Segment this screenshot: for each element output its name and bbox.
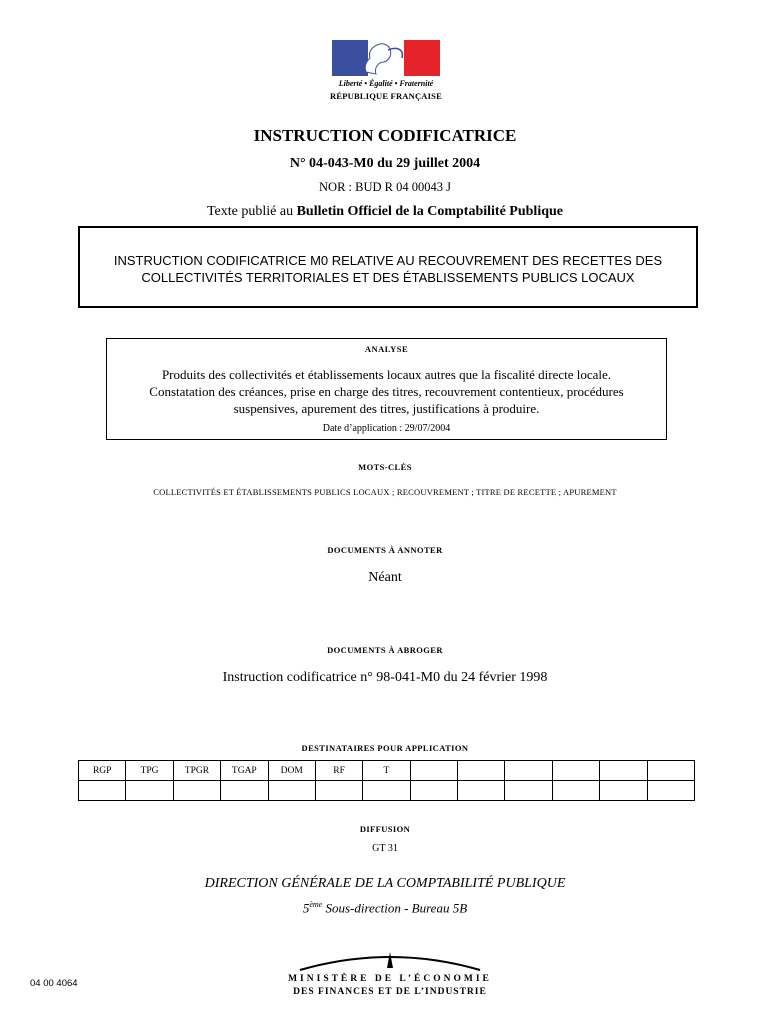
abrogate-heading: DOCUMENTS À ABROGER <box>327 645 443 655</box>
keywords-text: COLLECTIVITÉS ET ÉTABLISSEMENTS PUBLICS LOCAUX ; RECOUVREMENT ; TITRE DE RECETTE ; APUREMENT <box>153 487 617 497</box>
analyse-line-1: Produits des collectivités et établissements locaux autres que la fiscalité directe locale. <box>161 367 612 382</box>
marianne-logo <box>330 40 442 102</box>
recipient-cell: TPG <box>126 761 173 781</box>
diffusion-heading: DIFFUSION <box>359 824 411 834</box>
sub-direction-text: Sous-direction - Bureau 5B <box>322 900 468 916</box>
empty-cell <box>315 781 362 801</box>
empty-cell <box>552 781 599 801</box>
publication-prefix: Texte publié au <box>206 204 297 219</box>
sub-direction-number: 5 <box>302 900 310 916</box>
abrogate-text: Instruction codificatrice n° 98-041-M0 du 24 février 1998 <box>222 670 548 685</box>
empty-cell <box>126 781 173 801</box>
empty-cell <box>363 781 410 801</box>
bulletin-name: Bulletin Officiel de la Comptabilité Publique <box>296 204 563 219</box>
empty-cell <box>221 781 268 801</box>
subject-line-2: COLLECTIVITÉS TERRITORIALES ET DES ÉTABLISSEMENTS PUBLICS LOCAUX <box>141 270 635 285</box>
recipients-empty-row <box>79 781 695 801</box>
recipients-header-row <box>79 761 695 781</box>
empty-cell <box>647 781 695 801</box>
recipient-cell <box>458 761 505 781</box>
recipient-cell: DOM <box>268 761 315 781</box>
recipient-cell <box>552 761 599 781</box>
annotate-heading: DOCUMENTS À ANNOTER <box>327 545 443 555</box>
empty-cell <box>410 781 457 801</box>
analyse-line-3: suspensives, apurement des titres, justifications à produire. <box>233 401 540 416</box>
subject-line-1: INSTRUCTION CODIFICATRICE M0 RELATIVE AU RECOUVREMENT DES RECETTES DES <box>113 253 663 268</box>
empty-cell <box>505 781 552 801</box>
sub-direction-ordinal: ème <box>309 900 323 909</box>
direction-name: DIRECTION GÉNÉRALE DE LA COMPTABILITÉ PUBLIQUE <box>204 876 566 891</box>
recipient-cell: RF <box>315 761 362 781</box>
document-title: INSTRUCTION CODIFICATRICE <box>253 126 517 145</box>
document-code: 04 00 4064 <box>30 978 78 989</box>
ministry-line-2: DES FINANCES ET DE L’INDUSTRIE <box>293 987 487 997</box>
recipient-cell: TPGR <box>173 761 220 781</box>
recipient-cell <box>505 761 552 781</box>
analyse-heading: ANALYSE <box>364 344 409 354</box>
empty-cell <box>458 781 505 801</box>
application-date: Date d’application : 29/07/2004 <box>322 423 451 434</box>
publication-line <box>0 204 770 220</box>
nor-reference: NOR : BUD R 04 00043 J <box>319 180 451 194</box>
analyse-line-2: Constatation des créances, prise en charge des titres, recouvrement contentieux, procédures <box>149 384 624 399</box>
recipient-cell: RGP <box>79 761 126 781</box>
recipient-cell: T <box>363 761 410 781</box>
empty-cell <box>173 781 220 801</box>
ministry-arc-icon <box>295 948 485 972</box>
recipient-cell: TGAP <box>221 761 268 781</box>
sub-direction <box>0 900 770 916</box>
ministry-line-1: MINISTÈRE DE L’ÉCONOMIE <box>288 974 492 984</box>
document-number: N° 04-043-M0 du 29 juillet 2004 <box>289 156 481 171</box>
analyse-box <box>106 338 667 440</box>
empty-cell <box>79 781 126 801</box>
marianne-profile-icon <box>332 40 440 76</box>
keywords-heading: MOTS-CLÉS <box>358 462 412 472</box>
empty-cell <box>268 781 315 801</box>
recipient-cell <box>410 761 457 781</box>
diffusion-text: GT 31 <box>372 843 398 854</box>
ministry-logo <box>280 948 500 1003</box>
empty-cell <box>600 781 647 801</box>
annotate-text: Néant <box>368 570 402 585</box>
tricolor-flag-icon <box>332 40 440 76</box>
recipient-cell <box>600 761 647 781</box>
recipients-heading: DESTINATAIRES POUR APPLICATION <box>301 743 469 753</box>
motto: Liberté • Égalité • Fraternité <box>338 79 434 88</box>
recipients-table <box>78 760 695 801</box>
republic-name: RÉPUBLIQUE FRANÇAISE <box>330 91 442 101</box>
recipient-cell <box>647 761 695 781</box>
subject-box <box>78 226 698 308</box>
